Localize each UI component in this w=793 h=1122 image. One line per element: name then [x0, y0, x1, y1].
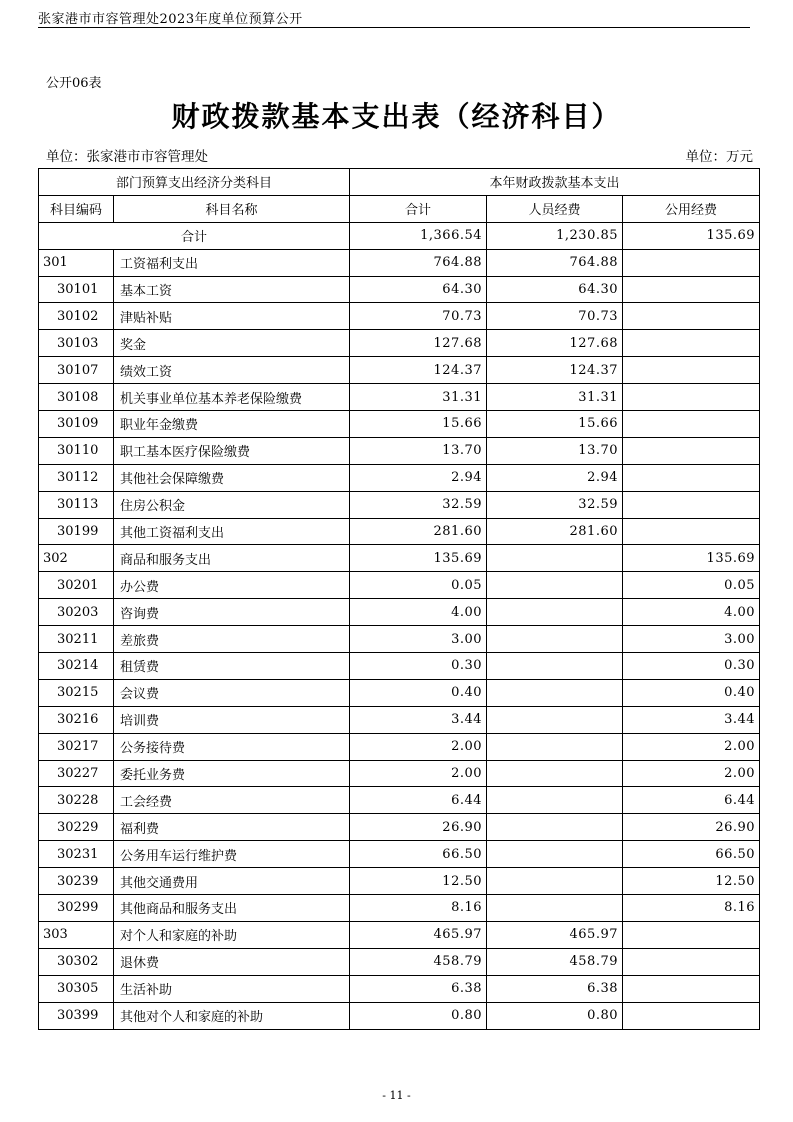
public-cell: 0.05: [623, 572, 760, 599]
table-row: [39, 921, 760, 948]
personnel-cell: 281.60: [487, 518, 623, 545]
personnel-cell: 32.59: [487, 491, 623, 518]
public-cell: [623, 303, 760, 330]
table-row: [39, 814, 760, 841]
code-cell: 30103: [39, 330, 114, 357]
table-row: [39, 491, 760, 518]
name-cell: 委托业务费: [114, 760, 350, 787]
sum-total: 1,366.54: [350, 222, 487, 249]
name-cell: 工资福利支出: [114, 249, 350, 276]
public-cell: 8.16: [623, 895, 760, 922]
sum-label: 合计: [39, 222, 350, 249]
public-cell: [623, 276, 760, 303]
personnel-cell: 64.30: [487, 276, 623, 303]
personnel-cell: [487, 599, 623, 626]
personnel-cell: 0.80: [487, 1002, 623, 1029]
name-cell: 退休费: [114, 948, 350, 975]
total-cell: 3.00: [350, 626, 487, 653]
code-cell: 30110: [39, 437, 114, 464]
code-cell: 30216: [39, 706, 114, 733]
group-header-classification: 部门预算支出经济分类科目: [39, 169, 350, 196]
public-cell: 26.90: [623, 814, 760, 841]
table-row: [39, 975, 760, 1002]
code-cell: 30203: [39, 599, 114, 626]
table-row: [39, 626, 760, 653]
sum-personnel: 1,230.85: [487, 222, 623, 249]
code-cell: 30217: [39, 733, 114, 760]
total-cell: 13.70: [350, 437, 487, 464]
table-row: [39, 841, 760, 868]
public-cell: [623, 1002, 760, 1029]
name-cell: 其他对个人和家庭的补助: [114, 1002, 350, 1029]
table-row: [39, 599, 760, 626]
public-cell: 0.40: [623, 679, 760, 706]
code-cell: 30211: [39, 626, 114, 653]
personnel-cell: 70.73: [487, 303, 623, 330]
table-row: [39, 787, 760, 814]
public-cell: 2.00: [623, 733, 760, 760]
public-cell: [623, 948, 760, 975]
table-row: [39, 330, 760, 357]
personnel-cell: 15.66: [487, 411, 623, 438]
name-cell: 生活补助: [114, 975, 350, 1002]
name-cell: 其他商品和服务支出: [114, 895, 350, 922]
name-cell: 租赁费: [114, 653, 350, 680]
name-cell: 绩效工资: [114, 357, 350, 384]
personnel-cell: 458.79: [487, 948, 623, 975]
total-cell: 458.79: [350, 948, 487, 975]
name-cell: 福利费: [114, 814, 350, 841]
public-cell: [623, 249, 760, 276]
name-cell: 培训费: [114, 706, 350, 733]
personnel-cell: 13.70: [487, 437, 623, 464]
table-number: 公开06表: [46, 76, 102, 91]
table-row: [39, 948, 760, 975]
total-cell: 64.30: [350, 276, 487, 303]
code-cell: 30305: [39, 975, 114, 1002]
name-cell: 咨询费: [114, 599, 350, 626]
sum-row: [39, 222, 760, 249]
public-cell: 3.00: [623, 626, 760, 653]
total-cell: 2.00: [350, 733, 487, 760]
page-title: 财政拨款基本支出表（经济科目）: [171, 100, 622, 133]
table-row: [39, 464, 760, 491]
total-cell: 6.44: [350, 787, 487, 814]
table-row: [39, 679, 760, 706]
personnel-cell: [487, 733, 623, 760]
personnel-cell: [487, 895, 623, 922]
code-cell: 30113: [39, 491, 114, 518]
total-cell: 32.59: [350, 491, 487, 518]
total-cell: 0.05: [350, 572, 487, 599]
name-cell: 差旅费: [114, 626, 350, 653]
total-cell: 4.00: [350, 599, 487, 626]
name-cell: 其他工资福利支出: [114, 518, 350, 545]
public-cell: [623, 384, 760, 411]
header-rule: [38, 27, 750, 28]
public-cell: 3.44: [623, 706, 760, 733]
total-cell: 6.38: [350, 975, 487, 1002]
code-cell: 30399: [39, 1002, 114, 1029]
total-cell: 70.73: [350, 303, 487, 330]
total-cell: 31.31: [350, 384, 487, 411]
column-header-row: [39, 195, 760, 222]
table-row: [39, 760, 760, 787]
public-cell: [623, 437, 760, 464]
name-cell: 职业年金缴费: [114, 411, 350, 438]
column-header-name: 科目名称: [114, 195, 350, 222]
table-row: [39, 733, 760, 760]
name-cell: 机关事业单位基本养老保险缴费: [114, 384, 350, 411]
table-row: [39, 437, 760, 464]
total-cell: 127.68: [350, 330, 487, 357]
table-row: [39, 249, 760, 276]
public-cell: [623, 975, 760, 1002]
code-cell: 303: [39, 921, 114, 948]
personnel-cell: 31.31: [487, 384, 623, 411]
currency-unit-label: 单位：万元: [685, 149, 753, 165]
group-header-row: [39, 169, 760, 196]
name-cell: 职工基本医疗保险缴费: [114, 437, 350, 464]
page-number: - 11 -: [382, 1089, 411, 1102]
public-cell: [623, 491, 760, 518]
public-cell: [623, 464, 760, 491]
name-cell: 基本工资: [114, 276, 350, 303]
code-cell: 30214: [39, 653, 114, 680]
column-header-total: 合计: [350, 195, 487, 222]
table-row: [39, 1002, 760, 1029]
total-cell: 0.30: [350, 653, 487, 680]
public-cell: 0.30: [623, 653, 760, 680]
table-row: [39, 653, 760, 680]
total-cell: 15.66: [350, 411, 487, 438]
table-row: [39, 384, 760, 411]
code-cell: 30102: [39, 303, 114, 330]
sum-public: 135.69: [623, 222, 760, 249]
total-cell: 764.88: [350, 249, 487, 276]
column-header-code: 科目编码: [39, 195, 114, 222]
personnel-cell: 465.97: [487, 921, 623, 948]
public-cell: [623, 921, 760, 948]
table-row: [39, 868, 760, 895]
total-cell: 0.80: [350, 1002, 487, 1029]
code-cell: 30239: [39, 868, 114, 895]
public-cell: 4.00: [623, 599, 760, 626]
table-row: [39, 357, 760, 384]
total-cell: 8.16: [350, 895, 487, 922]
total-cell: 66.50: [350, 841, 487, 868]
running-header: 张家港市市容管理处2023年度单位预算公开: [38, 12, 303, 27]
personnel-cell: [487, 814, 623, 841]
total-cell: 281.60: [350, 518, 487, 545]
table-row: [39, 518, 760, 545]
table-row: [39, 303, 760, 330]
name-cell: 办公费: [114, 572, 350, 599]
code-cell: 30201: [39, 572, 114, 599]
column-header-public: 公用经费: [623, 195, 760, 222]
expenditure-table: [38, 168, 760, 1030]
total-cell: 3.44: [350, 706, 487, 733]
personnel-cell: [487, 706, 623, 733]
personnel-cell: 764.88: [487, 249, 623, 276]
total-cell: 12.50: [350, 868, 487, 895]
public-cell: 135.69: [623, 545, 760, 572]
total-cell: 124.37: [350, 357, 487, 384]
code-cell: 30299: [39, 895, 114, 922]
personnel-cell: [487, 545, 623, 572]
table-row: [39, 572, 760, 599]
personnel-cell: 127.68: [487, 330, 623, 357]
code-cell: 302: [39, 545, 114, 572]
table-row: [39, 706, 760, 733]
personnel-cell: [487, 760, 623, 787]
public-cell: 66.50: [623, 841, 760, 868]
code-cell: 30229: [39, 814, 114, 841]
personnel-cell: [487, 841, 623, 868]
code-cell: 30109: [39, 411, 114, 438]
table-row: [39, 411, 760, 438]
personnel-cell: [487, 679, 623, 706]
code-cell: 30231: [39, 841, 114, 868]
code-cell: 30302: [39, 948, 114, 975]
code-cell: 30215: [39, 679, 114, 706]
total-cell: 135.69: [350, 545, 487, 572]
name-cell: 会议费: [114, 679, 350, 706]
code-cell: 30107: [39, 357, 114, 384]
personnel-cell: 2.94: [487, 464, 623, 491]
name-cell: 公务用车运行维护费: [114, 841, 350, 868]
column-header-personnel: 人员经费: [487, 195, 623, 222]
code-cell: 30108: [39, 384, 114, 411]
name-cell: 津贴补贴: [114, 303, 350, 330]
public-cell: [623, 411, 760, 438]
total-cell: 26.90: [350, 814, 487, 841]
code-cell: 30112: [39, 464, 114, 491]
unit-label: 单位：张家港市市容管理处: [46, 149, 208, 165]
table-row: [39, 545, 760, 572]
name-cell: 住房公积金: [114, 491, 350, 518]
name-cell: 工会经费: [114, 787, 350, 814]
personnel-cell: 124.37: [487, 357, 623, 384]
code-cell: 301: [39, 249, 114, 276]
personnel-cell: 6.38: [487, 975, 623, 1002]
personnel-cell: [487, 787, 623, 814]
personnel-cell: [487, 868, 623, 895]
table-row: [39, 895, 760, 922]
name-cell: 对个人和家庭的补助: [114, 921, 350, 948]
name-cell: 商品和服务支出: [114, 545, 350, 572]
total-cell: 2.00: [350, 760, 487, 787]
public-cell: [623, 330, 760, 357]
personnel-cell: [487, 572, 623, 599]
name-cell: 其他交通费用: [114, 868, 350, 895]
total-cell: 2.94: [350, 464, 487, 491]
personnel-cell: [487, 653, 623, 680]
group-header-basic-expenditure: 本年财政拨款基本支出: [350, 169, 760, 196]
code-cell: 30199: [39, 518, 114, 545]
total-cell: 0.40: [350, 679, 487, 706]
name-cell: 公务接待费: [114, 733, 350, 760]
name-cell: 其他社会保障缴费: [114, 464, 350, 491]
total-cell: 465.97: [350, 921, 487, 948]
public-cell: 2.00: [623, 760, 760, 787]
name-cell: 奖金: [114, 330, 350, 357]
public-cell: 6.44: [623, 787, 760, 814]
code-cell: 30101: [39, 276, 114, 303]
table-row: [39, 276, 760, 303]
personnel-cell: [487, 626, 623, 653]
public-cell: 12.50: [623, 868, 760, 895]
code-cell: 30227: [39, 760, 114, 787]
public-cell: [623, 518, 760, 545]
public-cell: [623, 357, 760, 384]
code-cell: 30228: [39, 787, 114, 814]
